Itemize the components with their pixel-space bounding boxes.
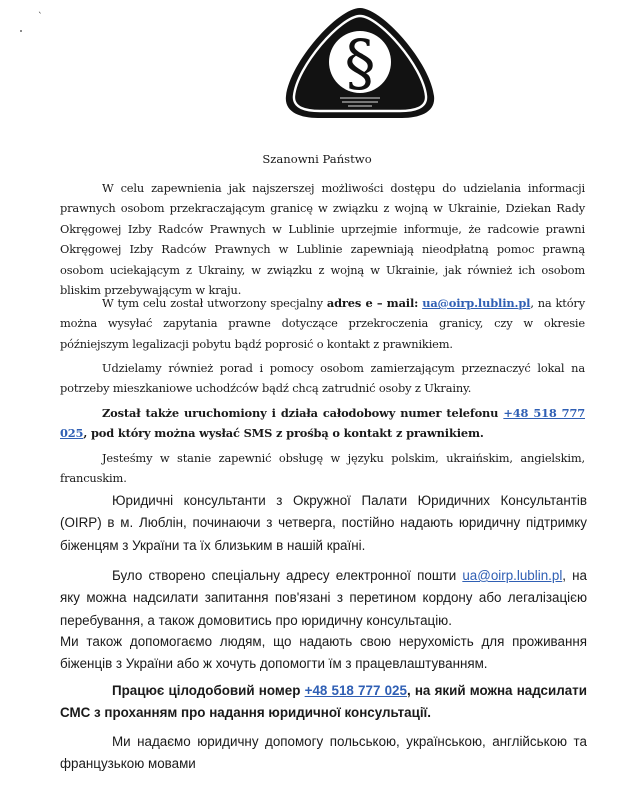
pl-p2-text-start: W tym celu został utworzony specjalny: [102, 296, 327, 310]
ua-phone-link[interactable]: +48 518 777 025: [304, 683, 407, 698]
pl-paragraph-4: [60, 403, 585, 444]
ua-paragraph-3: Ми також допомогаємо людям, що надають свою нерухомість для проживання біженців з України або ж хочуть допомогти їм з працевлаштуванням.: [60, 634, 587, 672]
pl-paragraph-1: W celu zapewnienia jak najszerszej możliwości dostępu do udzielania informacji prawnych osobom przekraczającym granicę w związku z wojną w Ukrainie, Dziekan Rady Okręgowej Izby Radców Prawnych w Lublinie uprzejmie informuje, że radcowie prawni Okręgowej Izby Radców Prawnych w Lublinie zapewniają nieodpłatną pomoc prawną osobom uciekającym z Ukrainy, w związku z wojną w Ukrainie, jak również ich osobom bliskim przebywającym w kraju.: [60, 181, 585, 298]
pl-email-link[interactable]: ua@oirp.lublin.pl: [422, 296, 531, 310]
ua-p2-text-end: , на яку можна надсилати запитання пов'язані з перетином кордону або легалізацією перебування, а також домовитись про юридичну консультацію.: [60, 568, 587, 628]
ua-email-link[interactable]: ua@oirp.lublin.pl: [462, 568, 563, 583]
pl-phone-link[interactable]: +48 518 777 025: [60, 406, 585, 441]
corner-mark: `: [38, 12, 43, 22]
pl-p4-text-end: , pod który można wysłać SMS z prośbą o kontakt z prawnikiem.: [83, 426, 484, 441]
ua-paragraph-1: Юридичні консультанти з Окружної Палати Юридичних Консультантів (OIRP) в м. Люблін, починаючи з четверга, постійно надають юридичну підтримку біженцям з України та їх близьким в нашій країні.: [60, 493, 587, 553]
pl-p2-text-end: , na który można wysyłać zapytania prawne dotyczące przekroczenia granicy, czy w okresie późniejszym legalizacji pobytu bądź poprosić o kontakt z prawnikiem.: [60, 296, 585, 351]
chamber-logo: [278, 4, 442, 124]
pl-paragraph-2: [60, 293, 585, 354]
ua-p2-text-start: Було створено спеціальну адресу електронної пошти: [112, 568, 463, 583]
ua-p4-text-start: Працює цілодобовий номер: [112, 683, 305, 698]
greeting: Szanowni Państwo: [262, 152, 372, 166]
ua-p4-text-end: , на який можна надсилати СМС з проханням про надання юридичної консультації.: [60, 683, 587, 721]
pl-p2-email-label: adres e – mail:: [326, 296, 419, 310]
ua-paragraph-5: Ми надаємо юридичну допомогу польською, українською, англійською та французькою мовами: [60, 734, 587, 772]
ua-paragraph-4: [60, 680, 587, 725]
section-symbol: §: [344, 26, 376, 99]
ua-paragraph-2: [60, 565, 587, 632]
scan-speck: [20, 30, 22, 32]
pl-p4-text-start: Został także uruchomiony i działa całodobowy numer telefonu: [102, 406, 504, 420]
pl-paragraph-5: Jesteśmy w stanie zapewnić obsługę w języku polskim, ukraińskim, angielskim, francuskim.: [60, 451, 585, 486]
logo-emblem: [278, 4, 442, 124]
pl-paragraph-3: Udzielamy również porad i pomocy osobom zamierzającym przeznaczyć lokal na potrzeby mieszkaniowe uchodźców bądź chcą zatrudnić osoby z Ukrainy.: [60, 361, 585, 396]
